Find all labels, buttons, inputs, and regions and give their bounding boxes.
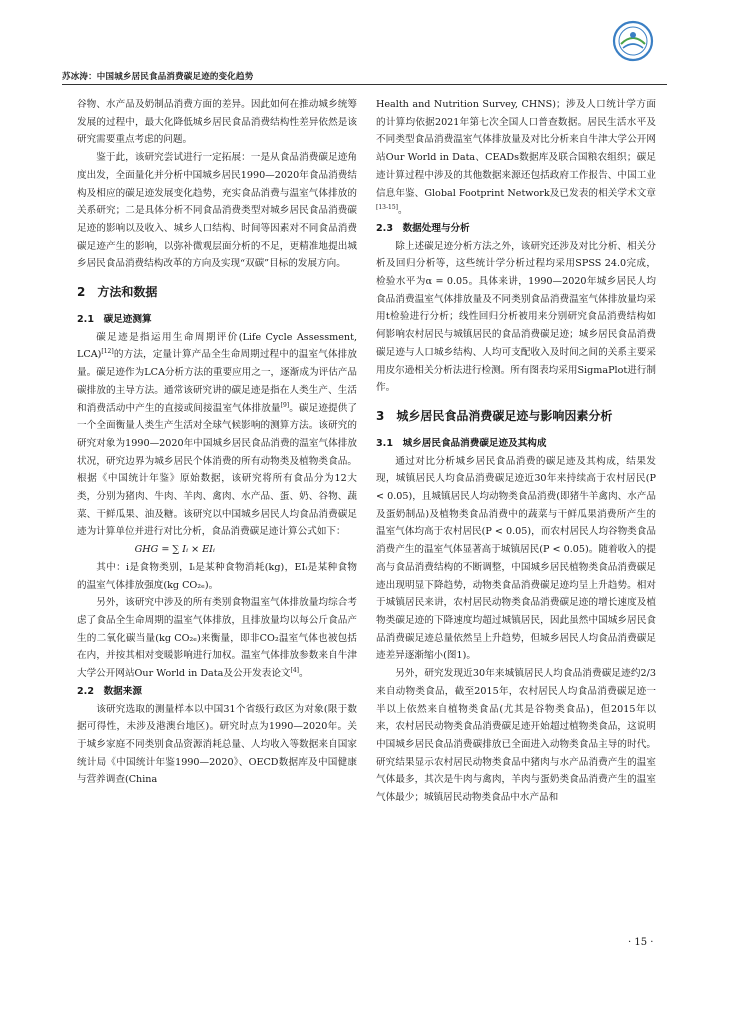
citation-ref: [4]: [290, 666, 300, 674]
paragraph: 其中：i是食物类别，Iᵢ是某种食物消耗(kg)，EIᵢ是某种食物的温室气体排放强度(kg CO₂ₑ)。: [77, 561, 357, 591]
running-header: [62, 30, 662, 82]
subsection-heading: 2.2 数据来源: [77, 685, 142, 697]
paragraph-text: Health and Nutrition Survey, CHNS)；涉及人口统计学方面的计算均依据2021年第七次全国人口普查数据。居民生活水平及不同类型食品消费温室气体排放量及对比分析来自牛津大学公开网站Our World in Data、CEADs数据库及联合国粮农组织；碳足迹计算过程中涉及的其他数据来源还包括政府工作报告、中国工业信息年鉴、Global Footprint Network及已发表的相关学术文章: [376, 99, 656, 199]
right-column: [376, 96, 656, 807]
left-column: [77, 96, 357, 789]
journal-logo-icon: [612, 20, 654, 62]
paragraph: [77, 594, 357, 683]
paragraph: 除上述碳足迹分析方法之外，该研究还涉及对比分析、相关分析及回归分析等，这些统计学分析过程均采用SPSS 24.0完成，检验水平为α = 0.05。具体来讲，1990—2020年城乡居民人均食品消费温室气体排放量及不同类别食品消费温室气体排放量均采用t检验进行分析；线性回归分析被用来分别研究食品消费结构如何影响农村居民与城镇居民的食品消费碳足迹；城乡居民食品消费碳足迹与人口城乡结构、人均可支配收入及时间之间的关系主要采用皮尔逊相关分析法进行检测。所有图表均采用SigmaPlot进行制作。: [376, 240, 657, 394]
header-rule: [62, 84, 667, 85]
citation-ref: [13-15]: [376, 204, 398, 212]
citation-ref: [9]: [280, 401, 290, 409]
paragraph-text: 的方法，定量计算产品全生命周期过程中的温室气体排放量。碳足迹作为LCA分析方法的重要应用之一，逐渐成为评估产品碳排放的主导方法。通常该研究讲的碳足迹是指在人类生产、生活和消费活动中产生的直接或间接温室气体排放量: [77, 349, 357, 414]
subsection-heading: 3.1 城乡居民食品消费碳足迹及其构成: [376, 437, 547, 449]
paragraph: 该研究选取的测量样本以中国31个省级行政区为对象(限于数据可得性，未涉及港澳台地区)。研究时点为1990—2020年。关于城乡家庭不同类别食品资源消耗总量、人均收入等数据来自国家统计局《中国统计年鉴1990—2020》、OECD数据库及中国健康与营养调查(China: [77, 703, 357, 786]
paragraph-text: 。: [299, 668, 309, 680]
paragraph: 另外，研究发现近30年来城镇居民人均食品消费碳足迹约2/3来自动物类食品，截至2015年，农村居民人均食品消费碳足迹一半以上依然来自植物类食品(尤其是谷物类食品)，但2015年以来，农村居民动物类食品消费碳足迹开始超过植物类食品，这说明中国城乡居民食品消费碳排放已全面进入动物类食品主导的时代。研究结果显示农村居民动物类食品中猪肉与水产品消费产生的温室气体最多，其次是牛肉与禽肉，羊肉与蛋奶类食品消费产生的温室气体最少；城镇居民动物类食品中水产品和: [376, 668, 656, 804]
subsection-heading: 2.1 碳足迹测算: [77, 314, 152, 326]
paragraph: [376, 96, 656, 220]
paragraph: 通过对比分析城乡居民食品消费的碳足迹及其构成，结果发现，城镇居民人均食品消费碳足迹近30年来持续高于农村居民(P < 0.05)，且城镇居民人均动物类食品消费(即猪牛羊禽肉、水产品及蛋奶制品)及植物类食品消费中的蔬菜与干鲜瓜果消费所产生的温室气体均高于农村居民(P < 0.05)，而农村居民人均谷物类食品消费产生的温室气体显著高于城镇居民(P < 0.05)。随着收入的提高与食品消费结构的不断调整，中国城乡居民植物类食品消费碳足迹出现明显下降趋势，动物类食品消费碳足迹均呈上升趋势。相对于城镇居民来讲，农村居民动物类食品消费碳足迹的增长速度及植物类碳足迹的下降速度均超过城镇居民，因此虽然中国城乡居民食品消费碳足迹总量依然呈上升趋势，但城乡居民人均食品消费碳足迹差异逐渐缩小(图1)。: [376, 455, 656, 662]
running-title: 苏冰涛：中国城乡居民食品消费碳足迹的变化趋势: [62, 72, 254, 82]
paragraph: [77, 329, 357, 541]
paragraph: 谷物、水产品及奶制品消费方面的差异。因此如何在推动城乡统筹发展的过程中，最大化降低城乡居民食品消费结构性差异依然是该研究需要重点考虑的问题。: [77, 99, 357, 146]
citation-ref: [12]: [101, 348, 114, 356]
subsection-heading: 2.3 数据处理与分析: [376, 222, 470, 234]
paragraph-text: 。碳足迹提供了一个全面衡量人类生产生活对全球气候影响的测算方法。该研究的研究对象为1990—2020年中国城乡居民食品消费的温室气体排放状况，研究边界为城乡居民个体消费的所有动物类及植物类食品。根据《中国统计年鉴》原始数据，该研究将所有食品分为12大类，分别为猪肉、牛肉、羊肉、禽肉、水产品、蛋、奶、谷物、蔬菜、干鲜瓜果、油及糖。该研究以中国城乡居民人均食品消费碳足迹为计算单位并进行对比分析，食品消费碳足迹计算公式如下：: [77, 402, 357, 538]
section-heading: 3 城乡居民食品消费碳足迹与影响因素分析: [376, 408, 613, 423]
formula: GHG = ∑ Iᵢ × EIᵢ: [134, 544, 215, 556]
paragraph-text: 另外，该研究中涉及的所有类别食物温室气体排放量均综合考虑了食品全生命周期的温室气体排放，且排放量均以每公斤食品产生的二氧化碳当量(kg CO₂ₑ)来衡量，即非CO₂温室气体也被包括在内，并按其相对变暖影响进行加权。温室气体排放参数来自牛津大学公开网站Our World in Data及公开发表论文: [77, 597, 357, 680]
paragraph-text: 碳足迹是指运用生命周期评价(Life Cycle Assessment, LCA): [77, 331, 357, 361]
section-heading: 2 方法和数据: [77, 285, 158, 300]
paragraph: 鉴于此，该研究尝试进行一定拓展：一是从食品消费碳足迹角度出发，全面量化并分析中国城乡居民1990—2020年食品消费结构及相应的碳足迹发展变化趋势，充实食品消费与温室气体排放的关系研究；二是具体分析不同食品消费类型对城乡居民食品消费碳足迹的影响以及收入、城乡人口结构、时间等因素对不同食品消费碳足迹产生的影响，以弥补微观层面分析的不足，更精准地提出城乡居民食品消费结构改革的方向及实现“双碳”目标的发展方向。: [77, 152, 357, 270]
page-number: · 15 ·: [628, 937, 654, 948]
paragraph-text: 。: [397, 205, 408, 217]
